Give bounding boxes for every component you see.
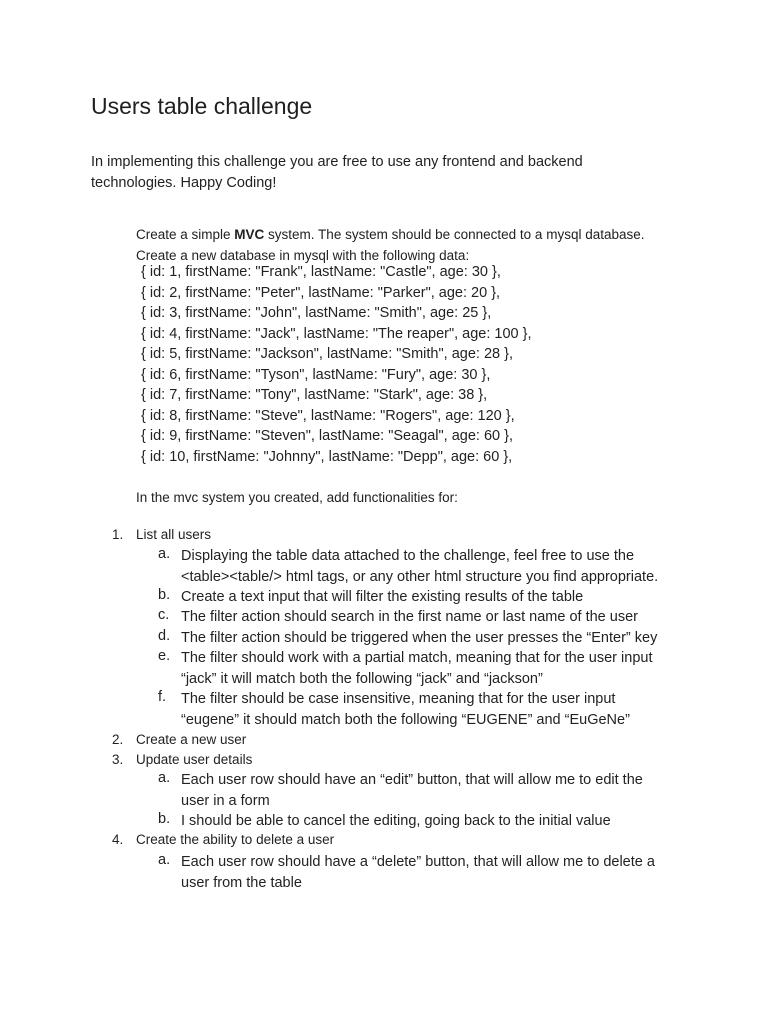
sublist-letter: a. (158, 852, 171, 868)
sublist-item (181, 770, 643, 811)
sublist-letter: e. (158, 648, 171, 664)
setup-text: Create a simple (136, 227, 235, 242)
page-title: Users table challenge (91, 93, 313, 119)
sublist-item (181, 587, 583, 608)
sublist-line: The filter should be case insensitive, meaning that for the user input (181, 691, 616, 707)
list-number: 4. (112, 832, 124, 847)
record-line: { id: 5, firstName: "Jackson", lastName: "Smith", age: 28 }, (141, 346, 513, 362)
sublist-item (181, 628, 657, 649)
intro-paragraph (91, 152, 651, 194)
sublist-letter: d. (158, 628, 171, 644)
sublist-line: Create a text input that will filter the existing results of the table (181, 589, 584, 605)
list-item-text: Update user details (136, 752, 253, 767)
sublist-item (181, 689, 630, 730)
sublist-line: The filter should work with a partial match, meaning that for the user input (181, 650, 653, 666)
functionalities-intro: In the mvc system you created, add functionalities for: (136, 490, 458, 505)
list-number: 1. (112, 527, 124, 542)
list-number: 3. (112, 752, 124, 767)
sublist-line: The filter action should be triggered when the user presses the “Enter” key (181, 630, 658, 646)
record-line: { id: 10, firstName: "Johnny", lastName: "Depp", age: 60 }, (141, 448, 513, 465)
intro-line: In implementing this challenge you are free to use any frontend and backend (91, 154, 583, 170)
record-line: { id: 3, firstName: "John", lastName: "Smith", age: 25 }, (141, 305, 492, 321)
record-line: { id: 8, firstName: "Steve", lastName: "Rogers", age: 120 }, (141, 407, 515, 424)
sublist-item (181, 648, 652, 689)
sublist-letter: b. (158, 811, 171, 827)
sublist-line: I should be able to cancel the editing, going back to the initial value (181, 813, 611, 829)
sublist-line: Each user row should have a “delete” button, that will allow me to delete a (181, 854, 655, 870)
record-line: { id: 4, firstName: "Jack", lastName: "The reaper", age: 100 }, (141, 325, 532, 342)
sublist-item (181, 546, 658, 587)
setup-instructions (136, 225, 645, 266)
sublist-letter: a. (158, 546, 171, 562)
sublist-line: user from the table (181, 874, 302, 891)
sublist-item (181, 607, 638, 628)
record-line: { id: 1, firstName: "Frank", lastName: "Castle", age: 30 }, (141, 264, 501, 280)
mvc-bold: MVC (234, 227, 265, 242)
sublist-line: “eugene” it should match both the following “EUGENE” and “EuGeNe” (181, 711, 630, 728)
setup-text: system. The system should be connected to a mysql database. (264, 227, 645, 242)
sublist-line: <table><table/> html tags, or any other html structure you find appropriate. (181, 568, 659, 585)
list-item-text: List all users (136, 527, 212, 542)
list-item-text: Create the ability to delete a user (136, 832, 335, 847)
record-line: { id: 2, firstName: "Peter", lastName: "Parker", age: 20 }, (141, 284, 501, 301)
sublist-letter: c. (158, 607, 170, 623)
sublist-item (181, 811, 611, 832)
records-block (141, 262, 532, 467)
sublist-line: Each user row should have an “edit” button, that will allow me to edit the (181, 772, 643, 788)
record-line: { id: 9, firstName: "Steven", lastName: "Seagal", age: 60 }, (141, 428, 514, 444)
intro-line: technologies. Happy Coding! (91, 175, 277, 191)
record-line: { id: 6, firstName: "Tyson", lastName: "Fury", age: 30 }, (141, 366, 491, 383)
sublist-line: Displaying the table data attached to the challenge, feel free to use the (181, 548, 635, 564)
sublist-letter: b. (158, 587, 171, 603)
list-number: 2. (112, 732, 124, 747)
sublist-line: “jack” it will match both the following “jack” and “jackson” (181, 670, 543, 687)
sublist-letter: a. (158, 770, 171, 786)
sublist-item (181, 852, 655, 893)
sublist-line: The filter action should search in the first name or last name of the user (181, 609, 638, 625)
record-line: { id: 7, firstName: "Tony", lastName: "Stark", age: 38 }, (141, 387, 488, 403)
list-item-text: Create a new user (136, 732, 247, 747)
sublist-line: user in a form (181, 792, 270, 809)
setup-line: Create a new database in mysql with the following data: (136, 247, 470, 263)
sublist-letter: f. (158, 689, 167, 705)
setup-line (136, 225, 645, 246)
